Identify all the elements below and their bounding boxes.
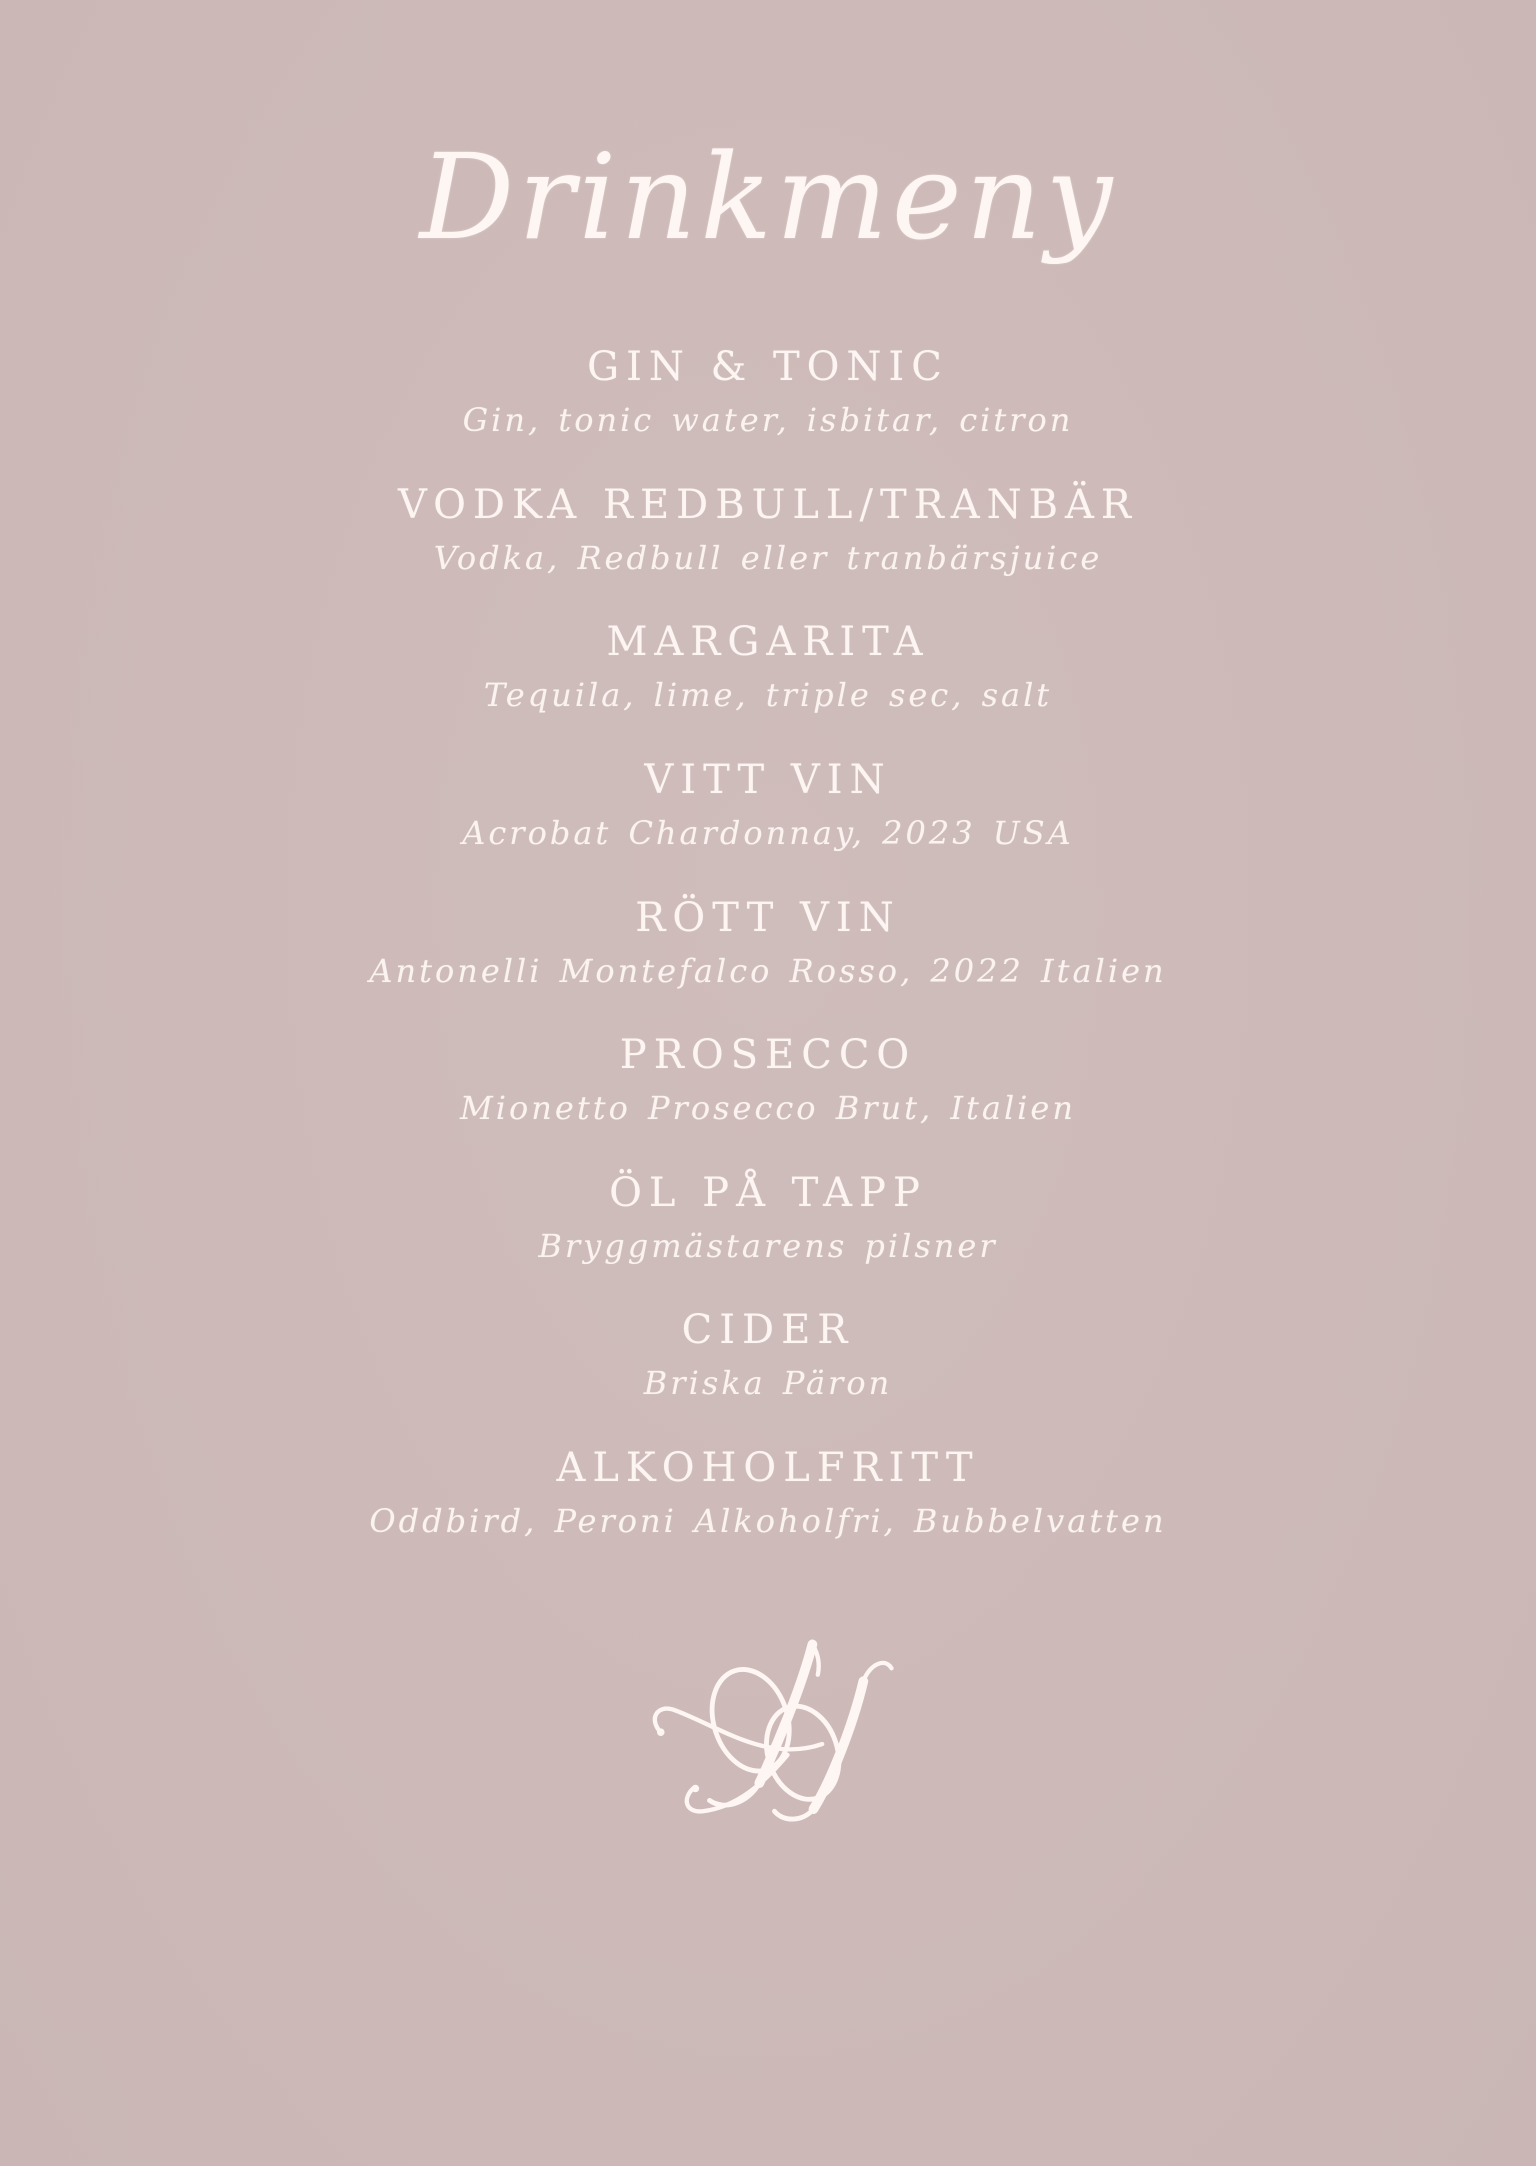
monogram — [638, 1635, 898, 1825]
menu-item — [218, 1029, 1318, 1130]
monogram-aa-icon — [638, 1635, 898, 1825]
menu-items — [218, 341, 1318, 1542]
menu-item — [218, 1442, 1318, 1543]
menu-item-description: Tequila, lime, triple sec, salt — [483, 676, 1053, 715]
menu-item-description: Antonelli Montefalco Rosso, 2022 Italien — [369, 951, 1167, 990]
menu-item — [218, 479, 1318, 580]
menu-item-description: Briska Päron — [643, 1364, 893, 1403]
menu-item — [218, 1167, 1318, 1268]
menu-item — [218, 616, 1318, 717]
drink-menu-card — [0, 118, 1536, 2166]
menu-item-name: CIDER — [681, 1307, 855, 1354]
menu-item — [218, 754, 1318, 855]
menu-item-name: VITT VIN — [644, 757, 892, 804]
menu-item-description: Acrobat Chardonnay, 2023 USA — [462, 814, 1074, 853]
menu-item — [218, 1304, 1318, 1405]
menu-item — [218, 892, 1318, 993]
menu-item-name: ALKOHOLFRITT — [556, 1445, 980, 1492]
menu-title: Drinkmeny — [419, 128, 1117, 266]
menu-item-description: Gin, tonic water, isbitar, citron — [462, 401, 1074, 440]
menu-item-description: Bryggmästarens pilsner — [538, 1226, 998, 1265]
menu-item-name: GIN & TONIC — [587, 344, 949, 391]
menu-item-name: RÖTT VIN — [635, 894, 901, 941]
menu-item — [218, 341, 1318, 442]
menu-item-name: VODKA REDBULL/TRANBÄR — [397, 481, 1139, 528]
menu-item-name: MARGARITA — [606, 619, 930, 666]
menu-item-description: Vodka, Redbull eller tranbärsjuice — [433, 538, 1103, 577]
menu-item-name: ÖL PÅ TAPP — [609, 1169, 927, 1216]
menu-item-description: Mionetto Prosecco Brut, Italien — [460, 1089, 1076, 1128]
menu-item-description: Oddbird, Peroni Alkoholfri, Bubbelvatten — [369, 1502, 1167, 1541]
menu-item-name: PROSECCO — [619, 1032, 917, 1079]
